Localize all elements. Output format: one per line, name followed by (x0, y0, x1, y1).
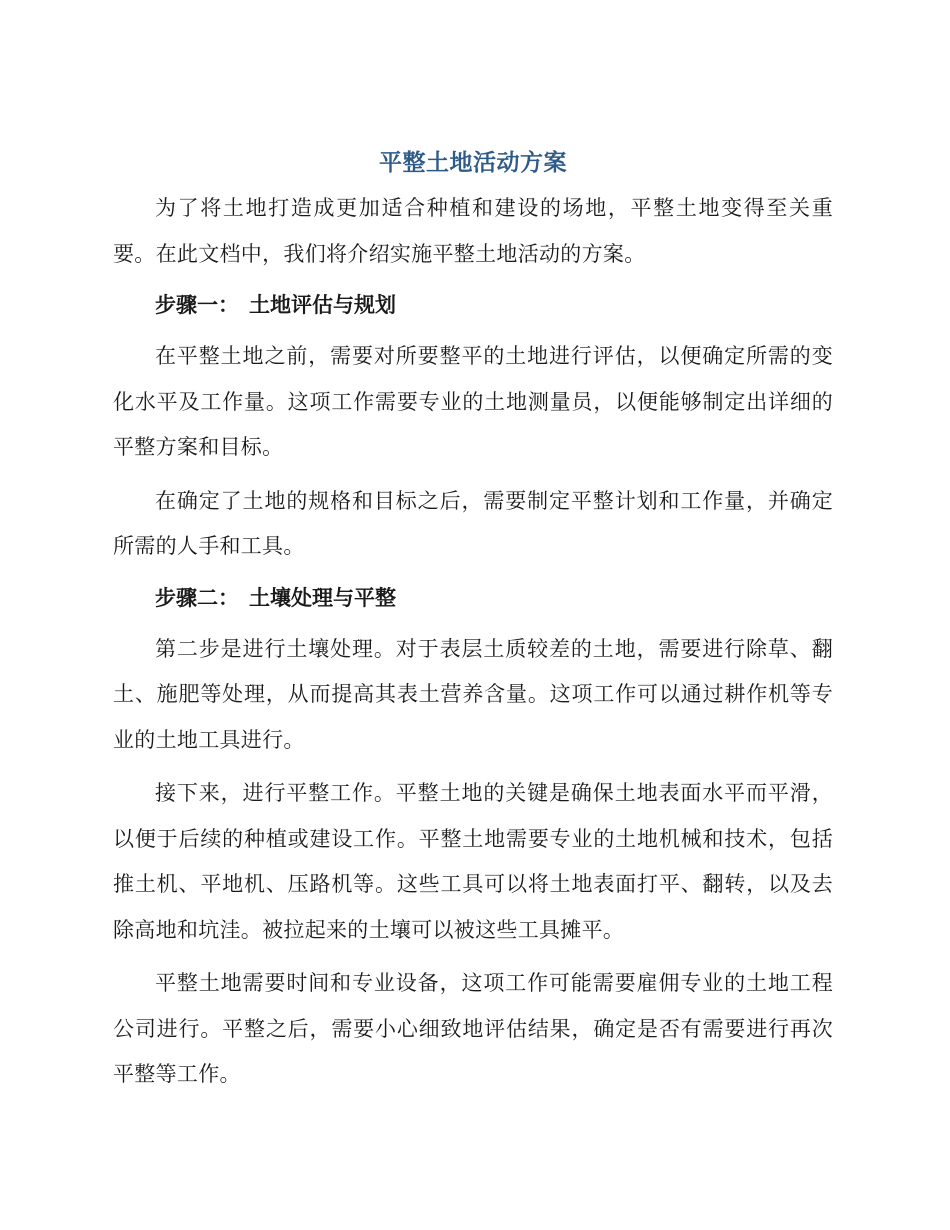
section-heading-text: 土地评估与规划 (249, 293, 396, 317)
intro-paragraph: 为了将土地打造成更加适合种植和建设的场地，平整土地变得至关重要。在此文档中，我们将介绍实施平整土地活动的方案。 (113, 196, 833, 266)
section-heading-text: 土壤处理与平整 (249, 585, 396, 610)
section-paragraph: 第二步是进行土壤处理。对于表层土质较差的土地，需要进行除草、翻土、施肥等处理，从而提高其表土营养含量。这项工作可以通过耕作机等专业的土地工具进行。 (113, 636, 833, 752)
document-title: 平整土地活动方案 (379, 150, 567, 176)
section-heading-label: 步骤二： (155, 585, 239, 610)
section-step-two (113, 576, 833, 1098)
section-heading (113, 576, 833, 621)
section-paragraph: 平整土地需要时间和专业设备，这项工作可能需要雇佣专业的土地工程公司进行。平整之后，需要小心细致地评估结果，确定是否有需要进行再次平整等工作。 (113, 971, 833, 1086)
section-paragraph: 在确定了土地的规格和目标之后，需要制定平整计划和工作量，并确定所需的人手和工具。 (113, 488, 833, 558)
section-paragraph: 接下来，进行平整工作。平整土地的关键是确保土地表面水平而平滑，以便于后续的种植或建设工作。平整土地需要专业的土地机械和技术，包括推土机、平地机、压路机等。这些工具可以将土地表面打平、翻转，以及去除高地和坑洼。被拉起来的土壤可以被这些工具摊平。 (113, 781, 833, 942)
section-heading-label: 步骤一： (155, 293, 239, 317)
section-step-one (113, 283, 833, 570)
document-body (113, 140, 833, 1098)
section-heading (113, 283, 833, 328)
section-paragraph: 在平整土地之前，需要对所要整平的土地进行评估，以便确定所需的变化水平及工作量。这项工作需要专业的土地测量员，以便能够制定出详细的平整方案和目标。 (113, 344, 833, 459)
